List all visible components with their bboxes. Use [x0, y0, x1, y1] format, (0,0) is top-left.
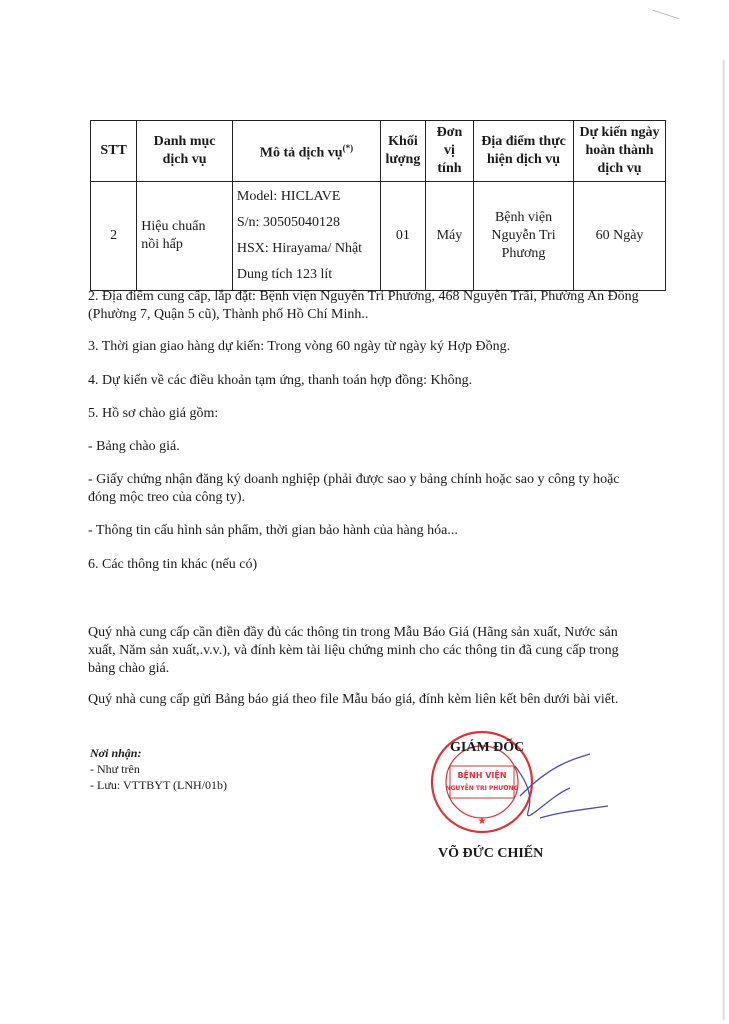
cell-danh-muc-line: Hiệu chuẩn	[141, 219, 206, 234]
header-du-kien-line: hoàn thành	[585, 143, 654, 158]
cell-mo-ta-line: HSX: Hirayama/ Nhật	[236, 241, 363, 256]
svg-text:★: ★	[477, 816, 487, 827]
header-mo-ta-footnote: (*)	[342, 143, 354, 154]
header-mo-ta-label: Mô tả dịch vụ	[259, 145, 343, 161]
paragraph-supplier-submission: Quý nhà cung cấp gửi Bảng báo giá theo file Mẫu báo giá, đính kèm liên kết bên dưới bài viết.	[88, 692, 619, 707]
cell-du-kien-value: 60 Ngày	[595, 228, 644, 243]
header-don-vi-line: Đơn vị	[436, 125, 463, 158]
recipients-block	[90, 745, 227, 793]
cell-mo-ta-line: S/n: 30505040128	[236, 215, 340, 230]
header-khoi-luong-line: lượng	[385, 152, 421, 167]
header-stt	[91, 121, 137, 182]
cell-dia-diem-line: Nguyễn Tri	[491, 228, 556, 243]
table-header-row	[91, 121, 666, 182]
paragraph-quote-dossier: 5. Hồ sơ chào giá gồm:	[88, 406, 219, 421]
header-khoi-luong	[380, 121, 425, 182]
scan-artifact-mark	[653, 10, 680, 20]
header-danh-muc-line: dịch vụ	[162, 152, 207, 167]
header-dia-diem	[474, 121, 574, 182]
cell-khoi-luong	[380, 182, 425, 291]
paragraph-payment-terms: 4. Dự kiến về các điều khoản tạm ứng, thanh toán hợp đồng: Không.	[88, 373, 473, 388]
stamp-text-line: NGUYỄN TRI PHƯƠNG	[445, 785, 519, 792]
header-stt-label: STT	[100, 143, 127, 158]
cell-danh-muc-line: nồi hấp	[141, 237, 183, 252]
header-du-kien-line: Dự kiến ngày	[579, 125, 660, 140]
cell-dia-diem-line: Bệnh viện	[494, 210, 553, 225]
cell-stt-value: 2	[110, 228, 118, 243]
signature-block	[440, 738, 640, 868]
cell-du-kien	[574, 182, 666, 291]
header-dia-diem-line: Địa điểm thực	[481, 134, 566, 149]
recipient-item: - Lưu: VTTBYT (LNH/01b)	[90, 778, 228, 792]
cell-danh-muc	[137, 182, 233, 291]
stamp-text-line: BỆNH VIỆN	[457, 771, 507, 780]
bullet-quote-table: - Bảng chào giá.	[88, 439, 180, 454]
paragraph-delivery-time: 3. Thời gian giao hàng dự kiến: Trong vòng 60 ngày từ ngày ký Hợp Đồng.	[88, 339, 511, 354]
paragraph-other-info: 6. Các thông tin khác (nếu có)	[88, 557, 258, 572]
cell-dia-diem	[474, 182, 574, 291]
bullet-business-certificate: - Giấy chứng nhận đăng ký doanh nghiệp (phải được sao y bảng chính hoặc sao y công ty hoặc đóng mộc treo của công ty).	[88, 472, 620, 505]
header-du-kien	[574, 121, 666, 182]
table-row	[91, 182, 666, 291]
header-don-vi	[425, 121, 473, 182]
header-danh-muc-line: Danh mục	[153, 134, 216, 149]
cell-stt	[91, 182, 137, 291]
header-du-kien-line: dịch vụ	[597, 161, 642, 176]
service-table	[90, 120, 666, 291]
cell-don-vi	[425, 182, 473, 291]
bullet-product-info: - Thông tin cấu hình sản phẩm, thời gian bảo hành của hàng hóa...	[88, 523, 458, 538]
recipients-title: Nơi nhận:	[90, 746, 142, 760]
paragraph-delivery-location: 2. Địa điểm cung cấp, lắp đặt: Bệnh viện Nguyễn Tri Phương, 468 Nguyễn Trãi, Phường An Đông (Phường 7, Quận 5 cũ), Thành phố Hồ Chí Minh..	[88, 289, 639, 322]
header-dia-diem-line: hiện dịch vụ	[486, 152, 561, 167]
recipient-item: - Như trên	[90, 762, 140, 776]
header-mo-ta	[232, 121, 380, 182]
header-don-vi-line: tính	[437, 161, 462, 176]
cell-mo-ta-line: Model: HICLAVE	[236, 189, 341, 204]
paragraph-supplier-instructions: Quý nhà cung cấp cần điền đầy đủ các thông tin trong Mẫu Báo Giá (Hãng sản xuất, Nước sản xuất, Năm sản xuất,.v.v.), và đính kèm tài liệu chứng minh cho các thông tin đã cung cấp trong bảng chào giá.	[88, 625, 619, 676]
signer-role: GIÁM ĐỐC	[450, 740, 525, 755]
scan-edge-shadow	[722, 60, 725, 1020]
cell-khoi-luong-value: 01	[395, 228, 410, 243]
cell-mo-ta-line: Dung tích 123 lít	[236, 267, 333, 282]
cell-don-vi-value: Máy	[436, 228, 463, 243]
signer-name: VÕ ĐỨC CHIẾN	[438, 846, 544, 861]
cell-dia-diem-line: Phương	[501, 246, 546, 261]
header-danh-muc	[137, 121, 233, 182]
header-khoi-luong-line: Khối	[388, 134, 418, 149]
cell-mo-ta	[232, 182, 380, 291]
